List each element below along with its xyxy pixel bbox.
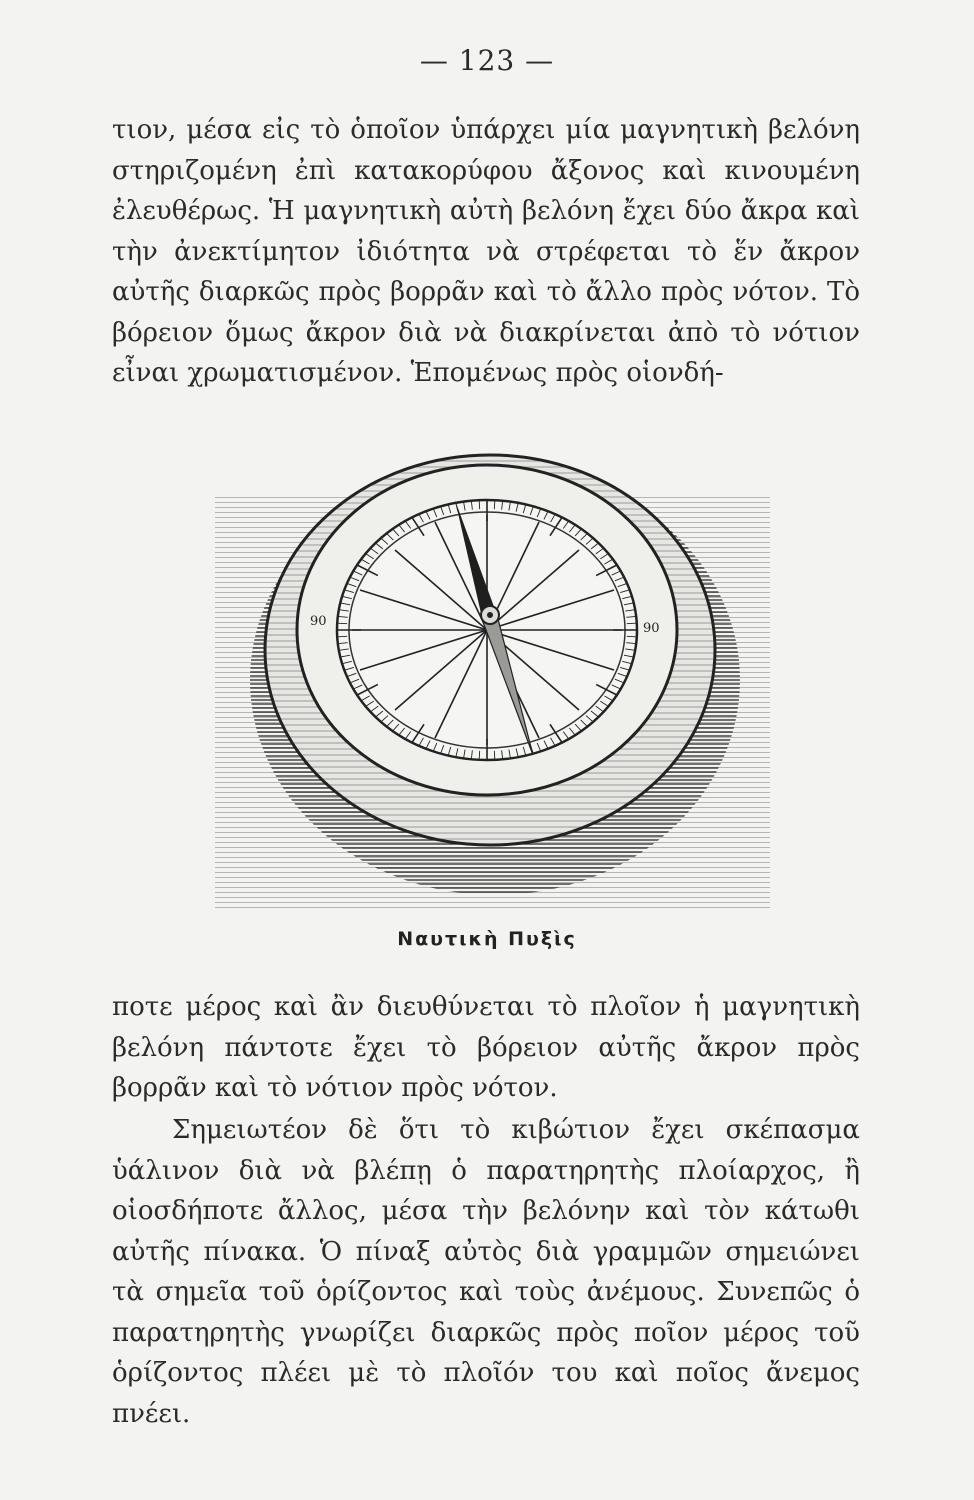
figure-caption: Ναυτικὴ Πυξὶς: [397, 928, 577, 950]
compass-engraving: [215, 410, 770, 910]
dial-tick: [494, 751, 495, 760]
body-paragraph-2: ποτε μέρος καὶ ἂν διευθύνεται τὸ πλοῖον ἡ μαγνητικὴ βελόνη πάντοτε ἔχει τὸ βόρειον αὐτῆς ἄκρον πρὸς βορρᾶν καὶ τὸ νότιον πρὸς νότον.: [112, 992, 860, 1103]
dial-label-left: 90: [310, 614, 327, 629]
dial-tick: [479, 500, 480, 509]
body-paragraph-1: τιον, μέσα εἰς τὸ ὁποῖον ὑπάρχει μία μαγνητικὴ βελόνη στηριζομένη ἐπὶ κατακορύφου ἄξονος καὶ κινουμένη ἐλευθέρως. Ἡ μαγνητικὴ αὐτὴ βελόνη ἔχει δύο ἄκρα καὶ τὴν ἀνεκτίμητον ἰδιότητα νὰ στρέφεται τὸ ἕν ἄκρον αὐτῆς διαρκῶς πρὸς βορρᾶν καὶ τὸ ἄλλο πρὸς νότον. Τὸ βόρειον ὅμως ἄκρον διὰ νὰ διακρίνεται ἀπὸ τὸ νότιον εἶναι χρωματισμένον. Ἑπομένως πρὸς οἱονδή-: [112, 115, 860, 388]
page-number: — 123 —: [419, 44, 555, 77]
compass-illustration: [215, 410, 770, 910]
dial-tick: [479, 751, 480, 760]
dial-tick: [494, 500, 495, 509]
dial-label-right: 90: [643, 621, 660, 636]
body-paragraph-3: Σημειωτέον δὲ ὅτι τὸ κιβώτιον ἔχει σκέπασμα ὑάλινον διὰ νὰ βλέπῃ ὁ παρατηρητὴς πλοίαρχος, ἢ οἱοσδήποτε ἄλλος, μέσα τὴν βελόνην καὶ τὸν κάτωθι αὐτῆς πίνακα. Ὁ πίναξ αὐτὸς διὰ γραμμῶν σημειώνει τὰ σημεῖα τοῦ ὁρίζοντος καὶ τοὺς ἀνέμους. Συνεπῶς ὁ παρατηρητὴς γνωρίζει διαρκῶς πρὸς ποῖον μέρος τοῦ ὁρίζοντος πλέει μὲ τὸ πλοῖόν του καὶ ποῖος ἄνεμος πνέει.: [112, 1115, 860, 1429]
